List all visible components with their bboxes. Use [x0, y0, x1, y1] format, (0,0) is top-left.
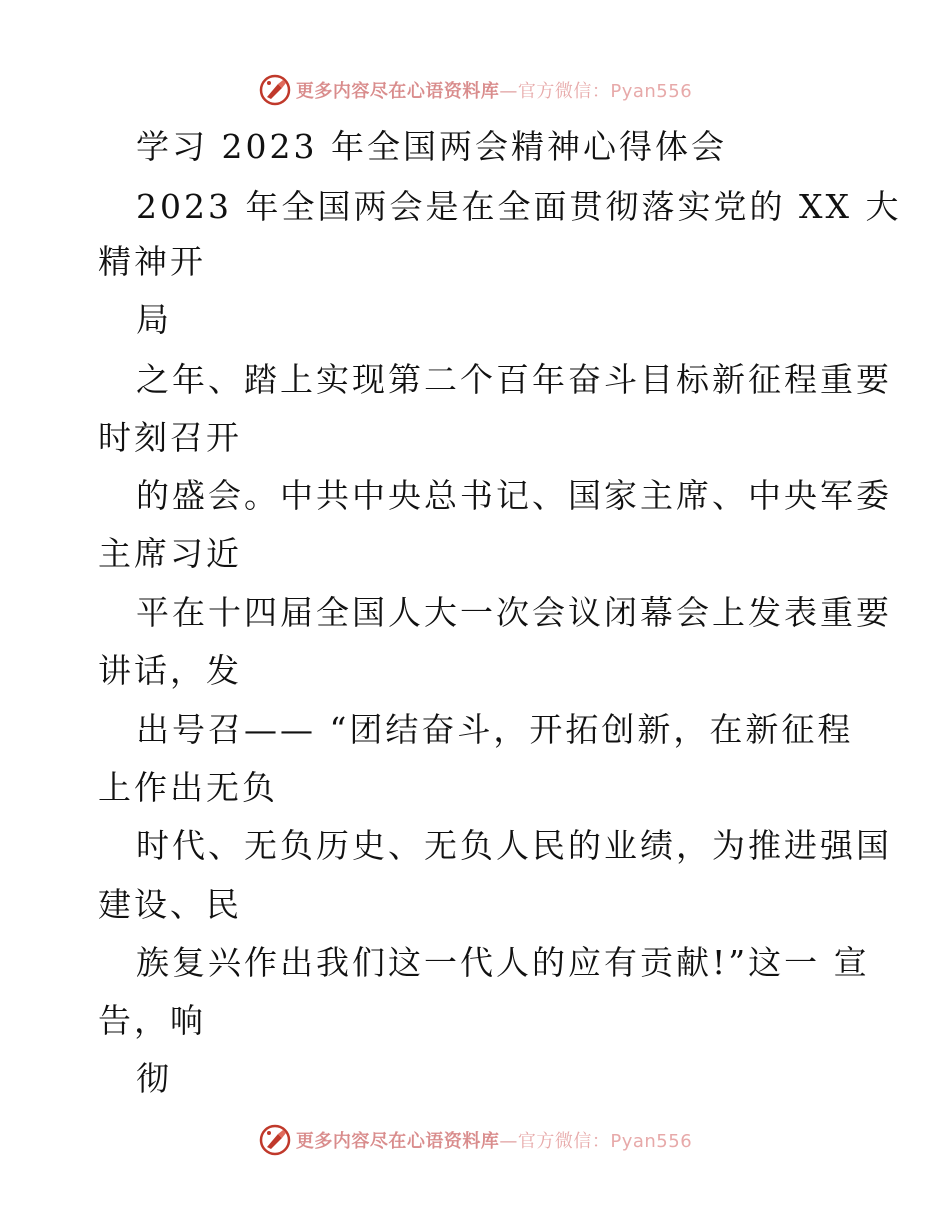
paragraph-line: 局: [136, 300, 172, 339]
pen-nib-seal-icon: [258, 73, 292, 107]
paragraph-line: 的盛会。中共中央总书记、国家主席、中央军委: [136, 476, 892, 515]
paragraph-line: 彻: [136, 1059, 172, 1098]
paragraph-line: 上作出无负: [98, 768, 278, 807]
footer-brand-text: 更多内容尽在心语资料库: [295, 1131, 500, 1152]
paragraph-line: 平在十四届全国人大一次会议闭幕会上发表重要: [136, 593, 892, 632]
paragraph-line: 之年、踏上实现第二个百年奋斗目标新征程重要: [136, 360, 892, 399]
paragraph-line: 时刻召开: [98, 418, 242, 457]
header-separator: —: [499, 81, 518, 102]
header-watermark-text: [296, 77, 692, 103]
footer-watermark-banner: [0, 1120, 950, 1160]
header-contact-text: 官方微信：Pyan556: [517, 81, 693, 102]
footer-watermark-text: [296, 1127, 692, 1153]
paragraph-line: 讲话，发: [98, 651, 242, 690]
paragraph-line: 建设、民: [98, 885, 242, 924]
footer-contact-text: 官方微信：Pyan556: [517, 1131, 693, 1152]
paragraph-line: 告，响: [98, 1001, 206, 1040]
header-watermark-banner: [0, 70, 950, 110]
paragraph-line: 主席习近: [98, 534, 242, 573]
pen-nib-seal-icon: [258, 1123, 292, 1157]
paragraph-line: 时代、无负历史、无负人民的业绩，为推进强国: [136, 826, 892, 865]
footer-separator: —: [499, 1131, 518, 1152]
document-title: 学习 2023 年全国两会精神心得体会: [136, 127, 727, 166]
header-brand-text: 更多内容尽在心语资料库: [295, 81, 500, 102]
paragraph-line: 2023 年全国两会是在全面贯彻落实党的 XX 大: [136, 187, 902, 226]
paragraph-line: 出号召—— “团结奋斗，开拓创新，在新征程: [136, 710, 854, 749]
paragraph-line: 精神开: [98, 242, 206, 281]
paragraph-line: 族复兴作出我们这一代人的应有贡献!”这一 宣: [136, 943, 870, 982]
